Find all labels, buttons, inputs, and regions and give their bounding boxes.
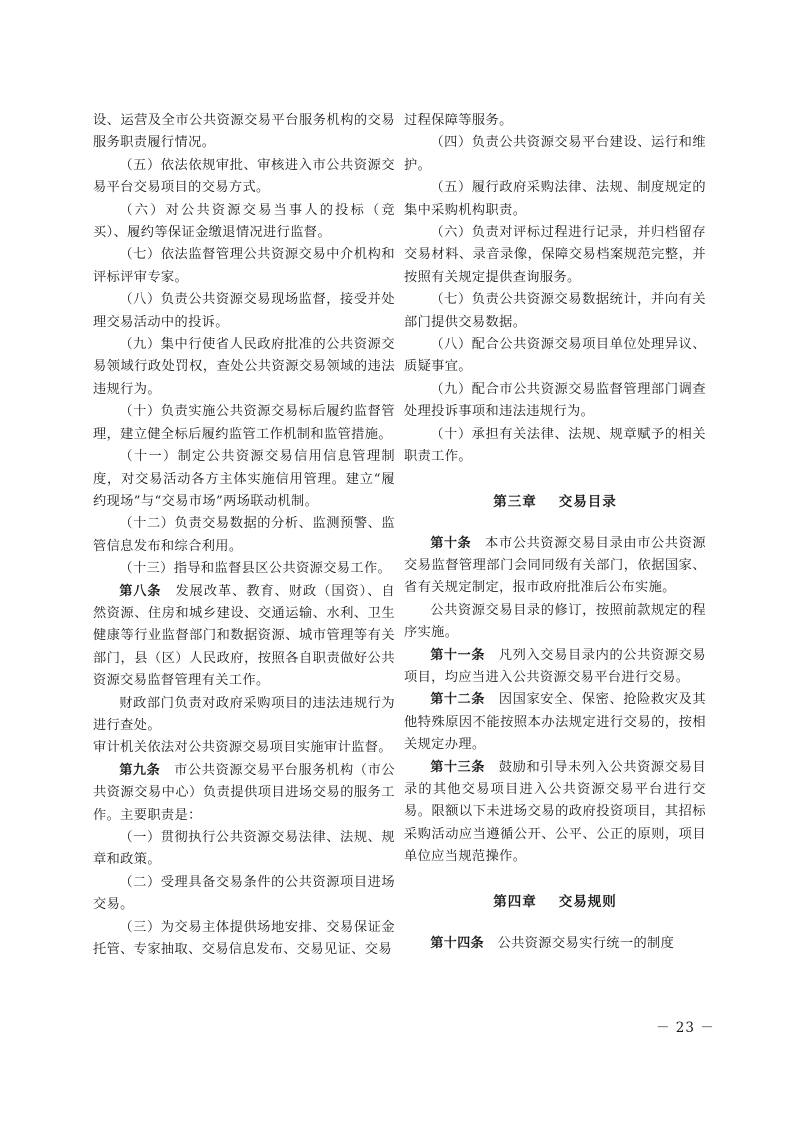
paragraph xyxy=(93,693,395,738)
chapter-heading xyxy=(404,890,706,910)
article-number: 第十二条 xyxy=(430,692,485,708)
paragraph-text: 审计机关依法对公共资源交易项目实施审计监督。 xyxy=(93,740,392,756)
paragraph-text: 发展改革、教育、财政（国资）、自然资源、住房和城乡建设、交通运输、水利、卫生健康等行业监督部门和数据资源、城市管理等有关部门，县（区）人民政府，按照各自职责做好公共资源交易监督管理有关工作。 xyxy=(93,583,395,689)
paragraph-text: （六）对公共资源交易当事人的投标（竞买）、履约等保证金缴退情况进行监督。 xyxy=(93,202,395,241)
article-paragraph xyxy=(404,645,706,690)
article-paragraph xyxy=(404,689,706,756)
paragraph-text: （十二）负责交易数据的分析、监测预警、监管信息发布和综合利用。 xyxy=(93,516,395,554)
paragraph xyxy=(93,401,395,446)
article-number: 第十四条 xyxy=(430,935,484,951)
paragraph xyxy=(404,600,706,645)
paragraph-text: （九）配合市公共资源交易监督管理部门调查处理投诉事项和违法违规行为。 xyxy=(404,381,706,420)
paragraph xyxy=(404,379,706,424)
paragraph-text: （三）为交易主体提供场地安排、交易保证金托管、专家抽取、交易信息发布、交易见证、交易 xyxy=(93,919,395,958)
paragraph-text: （二）受理具备交易条件的公共资源项目进场交易。 xyxy=(93,874,395,913)
chapter-title: 交易目录 xyxy=(558,493,617,510)
article-paragraph xyxy=(93,581,395,693)
paragraph xyxy=(404,424,706,469)
chapter-title: 交易规则 xyxy=(558,893,617,910)
right-column xyxy=(404,110,706,955)
paragraph-text: 鼓励和引导未列入公共资源交易目录的其他交易项目进入公共资源交易平台进行交易。限额以下未进场交易的政府投资项目，其招标采购活动应当遵循公开、公平、公正的原则，项目单位应当规范操作。 xyxy=(404,759,707,865)
paragraph-text: 因国家安全、保密、抢险救灾及其他特殊原因不能按照本办法规定进行交易的，按相关规定办理。 xyxy=(404,692,707,753)
article-number: 第八条 xyxy=(119,583,162,599)
paragraph xyxy=(404,334,706,379)
paragraph xyxy=(93,513,395,558)
paragraph xyxy=(93,558,395,580)
paragraph xyxy=(93,917,395,962)
paragraph-text: （八）配合公共资源交易项目单位处理异议、质疑事宜。 xyxy=(404,337,706,375)
left-column xyxy=(93,110,395,961)
article-number: 第十条 xyxy=(430,535,472,551)
article-number: 第九条 xyxy=(119,762,161,778)
paragraph-text: 过程保障等服务。 xyxy=(404,113,513,128)
paragraph-text: （十）负责实施公共资源交易标后履约监督管理，建立健全标后履约监管工作机制和监管措施。 xyxy=(93,404,395,442)
paragraph xyxy=(93,827,395,872)
chapter-number: 第三章 xyxy=(493,493,537,510)
article-paragraph xyxy=(404,757,706,869)
paragraph-text: （五）履行政府采购法律、法规、制度规定的集中采购机构职责。 xyxy=(404,180,706,218)
paragraph-text: 公共资源交易实行统一的制度 xyxy=(497,935,675,951)
article-number: 第十一条 xyxy=(430,647,485,663)
paragraph-text: （九）集中行使省人民政府批准的公共资源交易领域行政处罚权，查处公共资源交易领域的违法违规行为。 xyxy=(93,337,395,397)
paragraph xyxy=(404,132,706,177)
paragraph xyxy=(93,200,395,245)
paragraph xyxy=(404,110,706,132)
paragraph xyxy=(404,222,706,289)
paragraph-text: 本市公共资源交易目录由市公共资源交易监督管理部门会同同级有关部门，依据国家、省有关规定制定，报市政府批准后公布实施。 xyxy=(404,535,707,596)
paragraph xyxy=(404,289,706,334)
paragraph-text: （一）贯彻执行公共资源交易法律、法规、规章和政策。 xyxy=(93,830,395,868)
paragraph xyxy=(93,110,395,155)
paragraph-text: （七）依法监督管理公共资源交易中介机构和评标评审专家。 xyxy=(93,247,395,285)
paragraph xyxy=(93,334,395,401)
paragraph xyxy=(93,872,395,917)
article-paragraph xyxy=(404,933,706,955)
paragraph xyxy=(93,244,395,289)
paragraph-text: （十三）指导和监督县区公共资源交易工作。 xyxy=(119,561,392,577)
paragraph-text: 市公共资源交易平台服务机构（市公共资源交易中心）负责提供项目进场交易的服务工作。主要职责是： xyxy=(93,762,396,823)
paragraph xyxy=(404,177,706,222)
paragraph-text: 凡列入交易目录内的公共资源交易项目，均应当进入公共资源交易平台进行交易。 xyxy=(404,647,707,685)
article-paragraph xyxy=(404,533,706,600)
paragraph-text: （十一）制定公共资源交易信用信息管理制度，对交易活动各方主体实施信用管理。建立“履约现场”与“交易市场”两场联动机制。 xyxy=(93,449,395,509)
paragraph xyxy=(93,446,395,513)
paragraph-text: （十）承担有关法律、法规、规章赋予的相关职责工作。 xyxy=(404,426,706,465)
article-number: 第十三条 xyxy=(430,759,485,775)
paragraph-text: （五）依法依规审批、审核进入市公共资源交易平台交易项目的交易方式。 xyxy=(93,157,395,196)
paragraph-text: （七）负责公共资源交易数据统计，并向有关部门提供交易数据。 xyxy=(404,292,706,330)
chapter-heading xyxy=(404,490,706,510)
paragraph-text: （六）负责对评标过程进行记录，并归档留存交易材料、录音录像，保障交易档案规范完整，并按照有关规定提供查询服务。 xyxy=(404,225,706,285)
chapter-number: 第四章 xyxy=(493,893,537,910)
paragraph-text: 公共资源交易目录的修订，按照前款规定的程序实施。 xyxy=(404,602,706,641)
paragraph-text: （四）负责公共资源交易平台建设、运行和维护。 xyxy=(404,135,706,173)
page-number: － 23 － xyxy=(656,1020,715,1036)
paragraph xyxy=(93,155,395,200)
paragraph-text: 财政部门负责对政府采购项目的违法违规行为进行查处。 xyxy=(93,695,395,733)
paragraph-text: （八）负责公共资源交易现场监督，接受并处理交易活动中的投诉。 xyxy=(93,292,395,330)
paragraph xyxy=(93,737,395,759)
paragraph xyxy=(93,289,395,334)
paragraph-text: 设、运营及全市公共资源交易平台服务机构的交易服务职责履行情况。 xyxy=(93,113,395,151)
article-paragraph xyxy=(93,760,395,827)
